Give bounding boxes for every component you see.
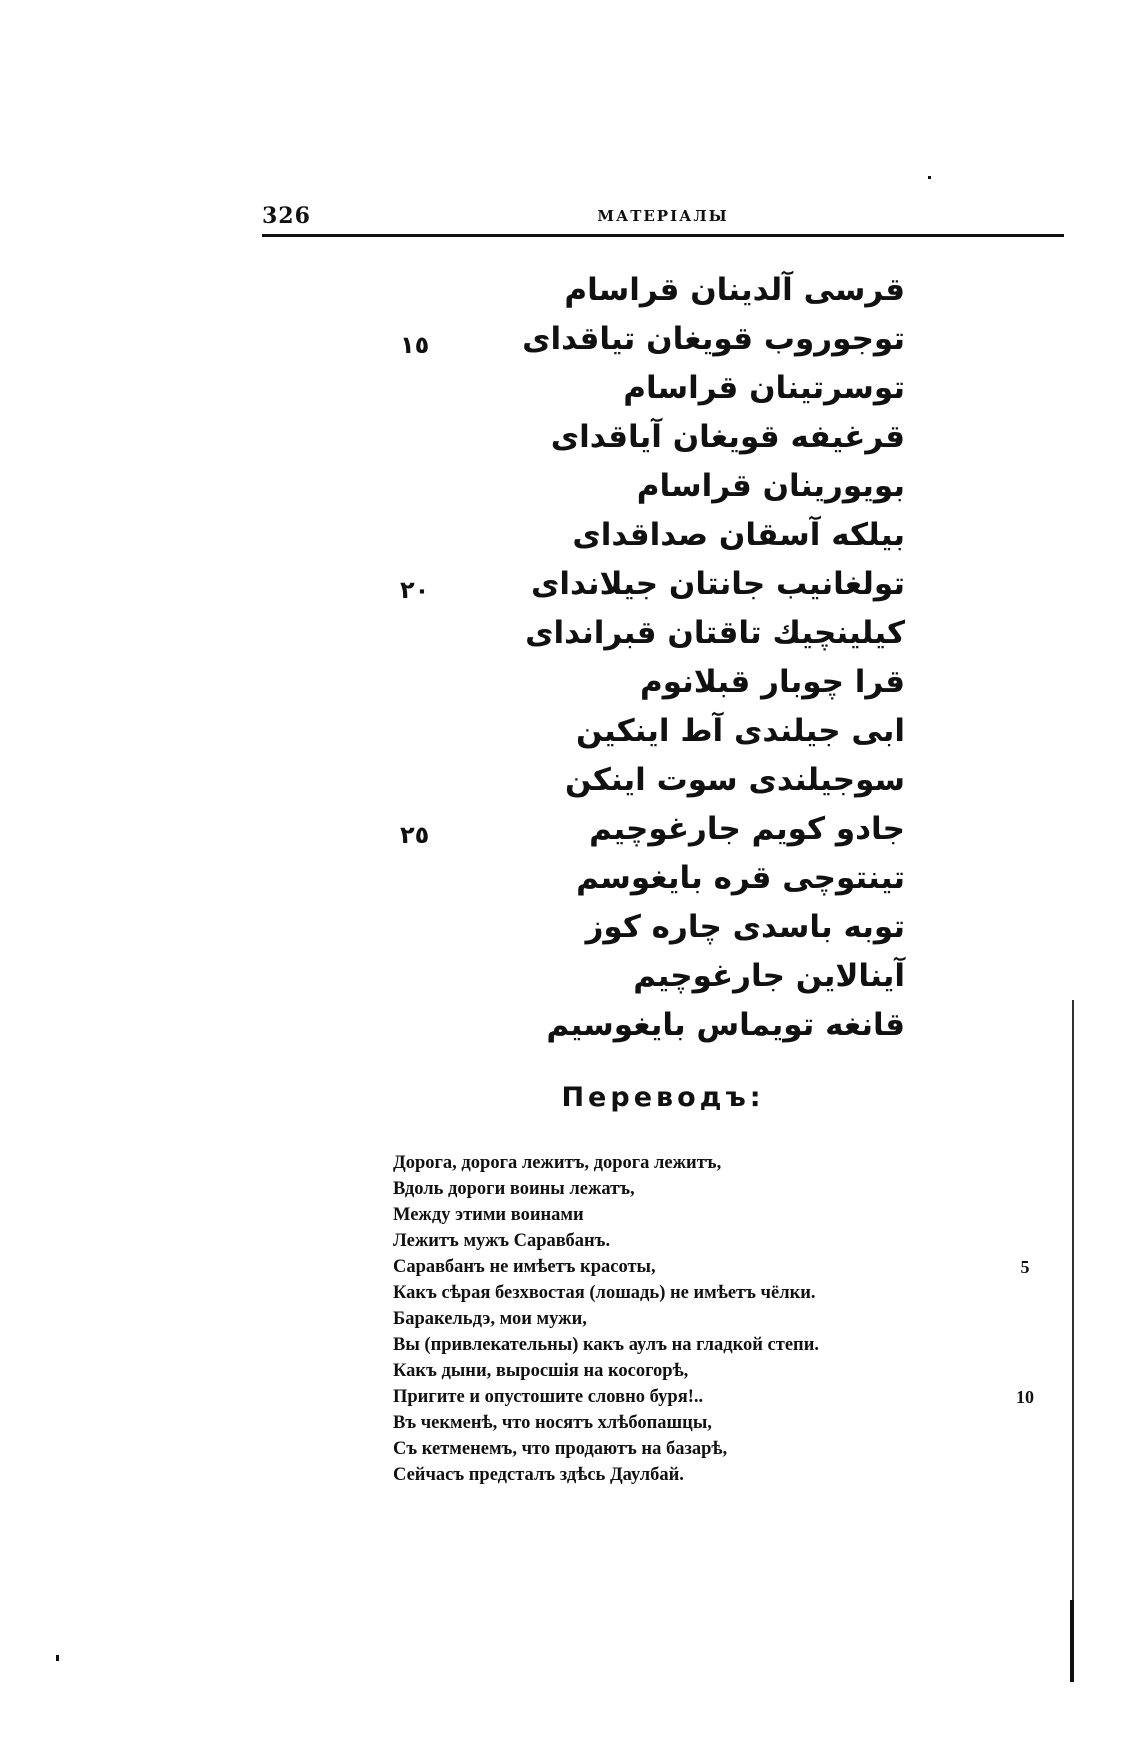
translation-line: Вдоль дороги воины лежатъ, — [393, 1179, 635, 1199]
verse-line: بویورینان قراسام — [636, 468, 905, 504]
translation-line-number: 5 — [1020, 1257, 1030, 1277]
verse-line-number: ١٥ — [400, 331, 430, 359]
translation-line: Саравбанъ не имѣетъ красоты, — [393, 1257, 656, 1277]
translation-heading: Переводъ: — [561, 1082, 765, 1113]
translation-line: Между этими воинами — [393, 1205, 584, 1225]
scan-edge-line — [1070, 1600, 1074, 1682]
page-number: 326 — [262, 203, 311, 229]
translation-line: Какъ сѣрая безхвостая (лошадь) не имѣетъ чёлки. — [393, 1283, 816, 1303]
verse-line-number: ٢٥ — [400, 821, 430, 849]
scan-edge-line — [1072, 1000, 1074, 1680]
translation-line: Вы (привлекательны) какъ аулъ на гладкой степи. — [393, 1335, 819, 1355]
verse-line: بیلکه آسقان صداقدای — [572, 517, 905, 553]
scan-speck — [56, 1655, 59, 1661]
verse-line: قرغیفه قویغان آیاقدای — [550, 419, 905, 455]
verse-line: کیلینچیك تاقتان قبراندای — [525, 615, 905, 651]
translation-line: Съ кетменемъ, что продаютъ на базарѣ, — [393, 1439, 728, 1459]
running-header — [262, 203, 1064, 233]
translation-line: Какъ дыни, выросшія на косогорѣ, — [393, 1361, 689, 1381]
scan-speck — [928, 176, 931, 179]
verse-line: قرا چوبار قبلانوم — [640, 664, 905, 700]
translation-line: Баракельдэ, мои мужи, — [393, 1309, 587, 1329]
verse-line: تینتوچی قره بایغوسم — [576, 860, 905, 896]
verse-line: آینالاین جارغوچیم — [633, 958, 905, 994]
verse-line: توجوروب قویغان تیاقدای — [522, 321, 905, 357]
translation-line: Лежитъ мужъ Саравбанъ. — [393, 1231, 611, 1251]
header-rule — [262, 234, 1064, 237]
translation-line: Пригите и опустошите словно буря!.. — [393, 1387, 704, 1407]
verse-line: توبه باسدی چاره کوز — [585, 909, 905, 945]
verse-line: سوجیلندی سوت اینکن — [564, 762, 905, 798]
verse-line-number: ٢٠ — [400, 576, 430, 604]
translation-line: Сейчасъ предсталъ здѣсь Даулбай. — [393, 1465, 684, 1485]
verse-line: تولغانیب جانتان جیلاندای — [530, 566, 905, 602]
verse-line: قرسی آلدینان قراسام — [564, 272, 905, 308]
verse-line: قانغه تویماس بایغوسیم — [546, 1007, 905, 1043]
verse-line: توسرتینان قراسام — [623, 370, 905, 406]
verse-line: جادو کویم جارغوچیم — [589, 811, 905, 847]
translation-line: Дорога, дорога лежитъ, дорога лежитъ, — [393, 1153, 722, 1173]
verse-line: ابی جیلندی آط اینکین — [576, 713, 905, 749]
translation-line: Въ чекменѣ, что носятъ хлѣбопашцы, — [393, 1413, 712, 1433]
translation-line-number: 10 — [1016, 1387, 1034, 1407]
running-title: МАТЕРІАЛЫ — [597, 207, 729, 225]
